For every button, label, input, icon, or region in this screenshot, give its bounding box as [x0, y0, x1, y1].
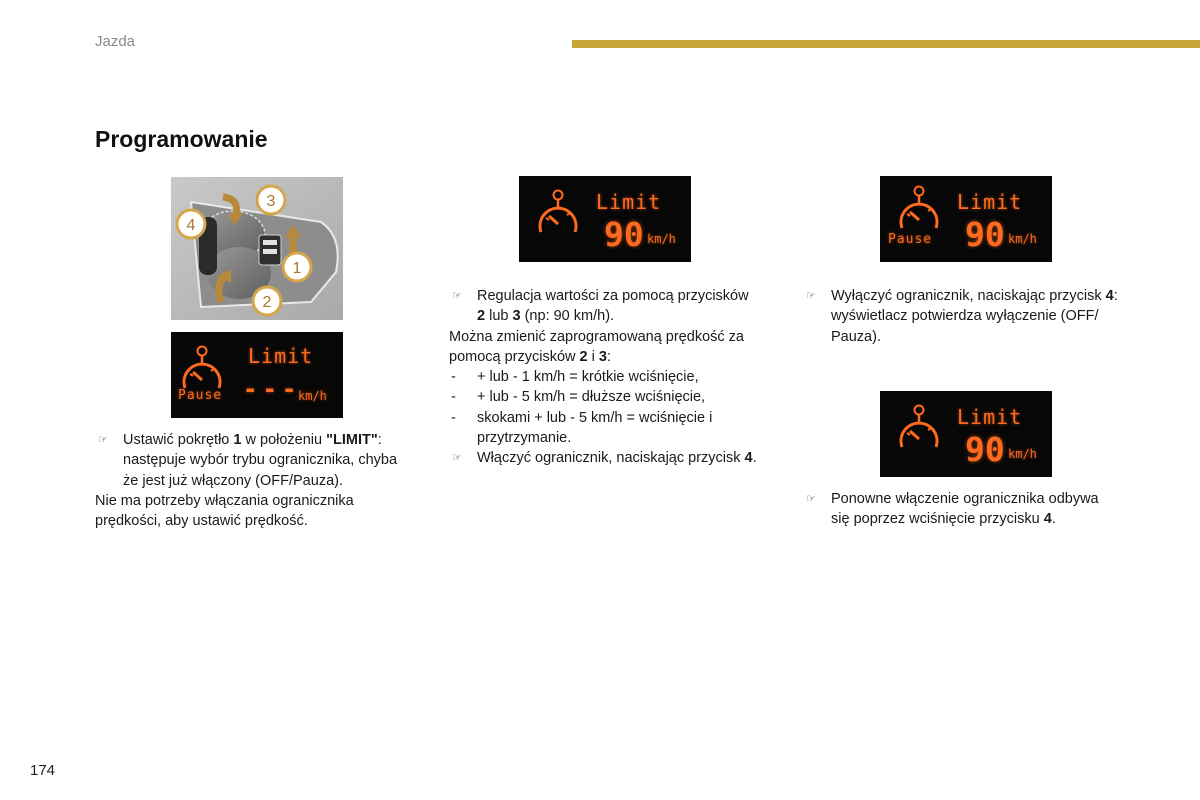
- display-set-90: [519, 176, 691, 262]
- dash-list-item: - + lub - 1 km/h = krótkie wciśnięcie,: [451, 369, 699, 386]
- paragraph-text: Można zmienić zaprogramowaną prędkość za: [449, 328, 744, 345]
- instruction-step: ☞ Ustawić pokrętło 1 w położeniu "LIMIT": następuje wybór trybu ogranicznika, chyba że jest już włączony (OFF/Pauza).: [98, 432, 398, 489]
- paragraph-text: pomocą przycisków 2 i 3:: [449, 348, 612, 365]
- display-pause-label: Pause: [178, 388, 223, 403]
- display-limit-label: Limit: [957, 190, 1023, 214]
- display-unit-label: km/h: [647, 232, 676, 246]
- display-paused-90: [880, 176, 1052, 262]
- instruction-step: ☞ Regulacja wartości za pomocą przycisków 2 lub 3 (np: 90 km/h).: [452, 288, 749, 325]
- callout-4-label: 4: [186, 217, 196, 234]
- pointing-hand-icon: ☞: [98, 434, 108, 446]
- instruction-step: ☞ Włączyć ogranicznik, naciskając przycisk 4.: [449, 448, 789, 468]
- page-title: Programowanie: [95, 126, 268, 152]
- dash-list-item: - skokami + lub - 5 km/h = wciśnięcie i przytrzymanie.: [451, 409, 713, 447]
- callout-3-label: 3: [266, 193, 276, 210]
- pointing-hand-icon: ☞: [806, 493, 816, 505]
- callout-1: [283, 253, 311, 281]
- column-1-text: [95, 430, 425, 531]
- callout-1-label: 1: [292, 260, 302, 277]
- display-paused-dashes: [171, 332, 343, 418]
- pointing-hand-icon: ☞: [452, 290, 462, 302]
- display-speed-value: 90: [965, 430, 1005, 469]
- display-unit-label: km/h: [1008, 447, 1037, 461]
- display-speed-value: 90: [604, 215, 644, 254]
- display-pause-label: Pause: [888, 232, 933, 247]
- column-3-text-lower: [803, 489, 1143, 530]
- dash-list-item: - + lub - 5 km/h = dłuższe wciśnięcie,: [451, 389, 706, 406]
- stalk-illustration: [171, 177, 343, 320]
- display-speed-value: ---: [243, 375, 302, 403]
- display-unit-label: km/h: [1008, 232, 1037, 246]
- display-limit-label: Limit: [596, 190, 662, 214]
- callout-2-label: 2: [262, 294, 272, 311]
- callout-2: [253, 287, 281, 315]
- pointing-hand-icon: ☞: [452, 452, 462, 465]
- header-accent-bar: [572, 40, 1200, 48]
- callout-3: [257, 186, 285, 214]
- speed-limiter-gauge-icon: [896, 403, 942, 459]
- display-speed-value: 90: [965, 215, 1005, 254]
- callout-4: [177, 210, 205, 238]
- note-text: prędkości, aby ustawić prędkość.: [95, 513, 308, 530]
- pointing-hand-icon: ☞: [806, 290, 816, 302]
- display-active-90: [880, 391, 1052, 477]
- instruction-step: ☞ Wyłączyć ogranicznik, naciskając przycisk 4: wyświetlacz potwierdza wyłączenie (OFF/ Pauza).: [806, 288, 1118, 345]
- speed-limiter-gauge-icon: [535, 188, 581, 244]
- note-text: Nie ma potrzeby włączania ogranicznika: [95, 492, 354, 509]
- page-number: 174: [30, 762, 56, 779]
- header-section-label: Jazda: [95, 33, 136, 50]
- column-3-text-upper: [803, 286, 1143, 347]
- display-limit-label: Limit: [957, 405, 1023, 429]
- instruction-step: ☞ Ponowne włączenie ogranicznika odbywa się poprzez wciśnięcie przycisku 4.: [806, 491, 1099, 528]
- display-limit-label: Limit: [248, 344, 314, 368]
- column-2-text: [449, 286, 789, 469]
- display-unit-label: km/h: [298, 389, 327, 403]
